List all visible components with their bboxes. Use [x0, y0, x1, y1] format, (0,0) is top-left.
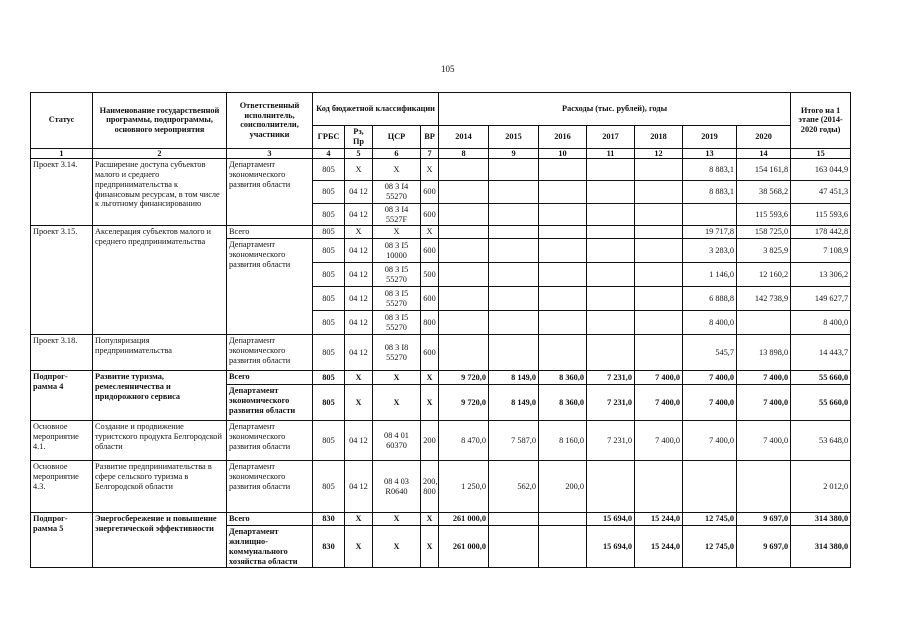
cell-2018: 15 244,0: [635, 526, 683, 568]
cell-2016: 8 360,0: [539, 371, 587, 385]
column-number-cell: 15: [791, 148, 851, 159]
cell-2020: 12 160,2: [737, 263, 791, 287]
cell-rzpr: 04 12: [345, 239, 373, 263]
cell-grbs: 805: [313, 335, 345, 371]
cell-vr: 600: [421, 335, 439, 371]
cell-2018: [635, 263, 683, 287]
header-executor: Ответственный исполнитель, соисполнители, участники: [227, 93, 313, 149]
cell-2015: 562,0: [489, 461, 539, 513]
cell-csr: 08 3 I5 10000: [373, 239, 421, 263]
column-number-cell: 7: [421, 148, 439, 159]
cell-2014: 261 000,0: [439, 513, 489, 526]
table-row: [31, 159, 851, 181]
program-name-cell: Популяризация предпринимательства: [93, 335, 227, 371]
table-row: [31, 461, 851, 513]
cell-2020: 154 161,8: [737, 159, 791, 181]
cell-2019: 19 717,8: [683, 226, 737, 239]
cell-vr: 600: [421, 181, 439, 204]
executor-cell: Департамент экономического развития области: [227, 385, 313, 421]
cell-csr: X: [373, 385, 421, 421]
cell-rzpr: 04 12: [345, 263, 373, 287]
cell-2019: 3 283,0: [683, 239, 737, 263]
column-number-cell: 1: [31, 148, 93, 159]
header-budget-code: Код бюджетной классификации: [313, 93, 439, 126]
cell-2019: 12 745,0: [683, 526, 737, 568]
cell-2016: [539, 263, 587, 287]
header-csr: ЦСР: [373, 126, 421, 149]
cell-csr: 08 4 03 R0640: [373, 461, 421, 513]
status-cell: Подпрог-рамма 5: [31, 513, 93, 568]
cell-2018: [635, 239, 683, 263]
executor-cell: Департамент экономического развития области: [227, 159, 313, 226]
cell-rzpr: X: [345, 226, 373, 239]
cell-total: 47 451,3: [791, 181, 851, 204]
cell-2017: [587, 181, 635, 204]
cell-csr: X: [373, 159, 421, 181]
executor-cell: Департамент экономического развития области: [227, 461, 313, 513]
cell-rzpr: 04 12: [345, 203, 373, 226]
cell-grbs: 805: [313, 421, 345, 461]
cell-2016: [539, 203, 587, 226]
cell-2020: [737, 461, 791, 513]
header-program-name: Наименование государственной программы, подпрограммы, основного мероприятия: [93, 93, 227, 149]
header-vr: ВР: [421, 126, 439, 149]
cell-grbs: 805: [313, 263, 345, 287]
column-number-cell: 6: [373, 148, 421, 159]
cell-2017: [587, 263, 635, 287]
table-row: [31, 513, 851, 526]
status-cell: Основное мероприятие 4.1.: [31, 421, 93, 461]
executor-cell: Департамент экономического развития области: [227, 239, 313, 335]
cell-2017: [587, 226, 635, 239]
cell-2014: 261 000,0: [439, 526, 489, 568]
table-body: [31, 148, 851, 568]
cell-2014: [439, 335, 489, 371]
cell-2019: 8 883,1: [683, 159, 737, 181]
cell-total: 13 306,2: [791, 263, 851, 287]
header-year-2019: 2019: [683, 126, 737, 149]
program-name-cell: Развитие предпринимательства в сфере сельского туризма в Белгородской области: [93, 461, 227, 513]
cell-2016: 8 160,0: [539, 421, 587, 461]
cell-vr: 600: [421, 203, 439, 226]
cell-2020: 38 568,2: [737, 181, 791, 204]
cell-grbs: 805: [313, 371, 345, 385]
cell-2015: [489, 203, 539, 226]
cell-2016: [539, 181, 587, 204]
cell-total: 149 627,7: [791, 287, 851, 311]
cell-grbs: 830: [313, 526, 345, 568]
column-number-cell: 5: [345, 148, 373, 159]
header-year-2014: 2014: [439, 126, 489, 149]
column-number-cell: 4: [313, 148, 345, 159]
column-number-cell: 9: [489, 148, 539, 159]
cell-2020: [737, 311, 791, 335]
cell-csr: 08 3 I4 5527F: [373, 203, 421, 226]
cell-2018: 7 400,0: [635, 371, 683, 385]
header-rzpr: Рз, Пр: [345, 126, 373, 149]
cell-grbs: 805: [313, 461, 345, 513]
cell-2014: 1 250,0: [439, 461, 489, 513]
cell-rzpr: X: [345, 526, 373, 568]
cell-rzpr: 04 12: [345, 181, 373, 204]
cell-2014: [439, 159, 489, 181]
cell-2017: [587, 287, 635, 311]
column-number-cell: 13: [683, 148, 737, 159]
cell-grbs: 805: [313, 203, 345, 226]
cell-vr: 600: [421, 239, 439, 263]
cell-2017: 7 231,0: [587, 385, 635, 421]
cell-2018: [635, 203, 683, 226]
cell-total: 7 108,9: [791, 239, 851, 263]
cell-2020: 115 593,6: [737, 203, 791, 226]
executor-cell: Департамент экономического развития области: [227, 335, 313, 371]
executor-cell: Департамент экономического развития области: [227, 421, 313, 461]
table-row: [31, 226, 851, 239]
cell-2014: [439, 311, 489, 335]
cell-2014: [439, 263, 489, 287]
cell-2019: 1 146,0: [683, 263, 737, 287]
cell-2019: 7 400,0: [683, 371, 737, 385]
cell-vr: X: [421, 526, 439, 568]
cell-2019: [683, 203, 737, 226]
cell-2014: [439, 203, 489, 226]
cell-csr: 08 3 I5 55270: [373, 311, 421, 335]
cell-rzpr: X: [345, 159, 373, 181]
cell-2019: 7 400,0: [683, 421, 737, 461]
cell-total: 55 660,0: [791, 371, 851, 385]
cell-grbs: 805: [313, 239, 345, 263]
budget-table: [30, 92, 851, 568]
cell-2018: [635, 287, 683, 311]
cell-2014: [439, 239, 489, 263]
cell-2020: 142 738,9: [737, 287, 791, 311]
cell-2014: [439, 226, 489, 239]
cell-grbs: 805: [313, 159, 345, 181]
cell-grbs: 805: [313, 287, 345, 311]
cell-2016: [539, 239, 587, 263]
column-number-row: [31, 148, 851, 159]
cell-total: 178 442,8: [791, 226, 851, 239]
program-name-cell: Акселерация субъектов малого и среднего предпринимательства: [93, 226, 227, 335]
cell-csr: X: [373, 526, 421, 568]
cell-2017: [587, 159, 635, 181]
table-row: [31, 421, 851, 461]
cell-2014: [439, 287, 489, 311]
cell-2016: [539, 287, 587, 311]
cell-2019: 545,7: [683, 335, 737, 371]
header-year-2018: 2018: [635, 126, 683, 149]
cell-2017: [587, 335, 635, 371]
cell-2016: [539, 513, 587, 526]
cell-rzpr: 04 12: [345, 287, 373, 311]
executor-cell: Всего: [227, 226, 313, 239]
cell-2015: [489, 159, 539, 181]
cell-2014: 8 470,0: [439, 421, 489, 461]
cell-grbs: 805: [313, 226, 345, 239]
executor-cell: Департамент жилищно-коммунального хозяйства области: [227, 526, 313, 568]
cell-2016: [539, 311, 587, 335]
cell-total: 14 443,7: [791, 335, 851, 371]
cell-grbs: 805: [313, 385, 345, 421]
cell-vr: 200, 800: [421, 461, 439, 513]
cell-2015: [489, 181, 539, 204]
cell-2015: [489, 226, 539, 239]
cell-2018: 15 244,0: [635, 513, 683, 526]
cell-total: 2 012,0: [791, 461, 851, 513]
cell-2018: 7 400,0: [635, 385, 683, 421]
cell-2018: [635, 461, 683, 513]
cell-2018: [635, 335, 683, 371]
cell-total: 53 648,0: [791, 421, 851, 461]
cell-2015: [489, 239, 539, 263]
cell-2017: [587, 239, 635, 263]
table-row: [31, 335, 851, 371]
header-year-2016: 2016: [539, 126, 587, 149]
program-name-cell: Развитие туризма, ремесленничества и придорожного сервиса: [93, 371, 227, 421]
cell-2015: 7 587,0: [489, 421, 539, 461]
cell-2020: 7 400,0: [737, 371, 791, 385]
cell-2017: [587, 461, 635, 513]
status-cell: Подпрог-рамма 4: [31, 371, 93, 421]
cell-grbs: 805: [313, 311, 345, 335]
cell-2015: [489, 513, 539, 526]
cell-csr: X: [373, 226, 421, 239]
header-year-2015: 2015: [489, 126, 539, 149]
cell-2020: 158 725,0: [737, 226, 791, 239]
cell-csr: 08 3 I8 55270: [373, 335, 421, 371]
cell-2019: 8 883,1: [683, 181, 737, 204]
cell-csr: 08 4 01 60370: [373, 421, 421, 461]
cell-rzpr: X: [345, 385, 373, 421]
column-number-cell: 3: [227, 148, 313, 159]
cell-2017: [587, 311, 635, 335]
cell-2015: [489, 263, 539, 287]
program-name-cell: Энергосбережение и повышение энергетической эффективности: [93, 513, 227, 568]
cell-2018: [635, 181, 683, 204]
cell-2019: [683, 461, 737, 513]
cell-total: 115 593,6: [791, 203, 851, 226]
executor-cell: Всего: [227, 371, 313, 385]
cell-2019: 12 745,0: [683, 513, 737, 526]
cell-vr: X: [421, 513, 439, 526]
cell-2017: 7 231,0: [587, 421, 635, 461]
column-number-cell: 8: [439, 148, 489, 159]
status-cell: Проект 3.15.: [31, 226, 93, 335]
cell-rzpr: 04 12: [345, 461, 373, 513]
cell-vr: 200: [421, 421, 439, 461]
cell-grbs: 805: [313, 181, 345, 204]
cell-2016: [539, 226, 587, 239]
cell-rzpr: 04 12: [345, 335, 373, 371]
cell-csr: X: [373, 513, 421, 526]
column-number-cell: 11: [587, 148, 635, 159]
column-number-cell: 14: [737, 148, 791, 159]
column-number-cell: 10: [539, 148, 587, 159]
cell-2017: [587, 203, 635, 226]
cell-2019: 6 888,8: [683, 287, 737, 311]
cell-vr: 500: [421, 263, 439, 287]
cell-2016: [539, 159, 587, 181]
cell-2015: 8 149,0: [489, 371, 539, 385]
cell-rzpr: X: [345, 371, 373, 385]
cell-2015: 8 149,0: [489, 385, 539, 421]
cell-2018: [635, 311, 683, 335]
cell-2020: 7 400,0: [737, 385, 791, 421]
cell-total: 55 660,0: [791, 385, 851, 421]
cell-2015: [489, 311, 539, 335]
cell-2014: [439, 181, 489, 204]
cell-2015: [489, 287, 539, 311]
cell-2016: [539, 526, 587, 568]
cell-vr: 600: [421, 287, 439, 311]
cell-2020: 13 898,0: [737, 335, 791, 371]
cell-csr: 08 3 I5 55270: [373, 287, 421, 311]
header-total: Итого на 1 этапе (2014-2020 годы): [791, 93, 851, 149]
program-name-cell: Расширение доступа субъектов малого и среднего предпринимательства к финансовым ресурсам, в том числе к льготному финансированию: [93, 159, 227, 226]
cell-csr: 08 3 I4 55270: [373, 181, 421, 204]
status-cell: Проект 3.18.: [31, 335, 93, 371]
cell-2019: 8 400,0: [683, 311, 737, 335]
header-grbs: ГРБС: [313, 126, 345, 149]
cell-2020: 9 697,0: [737, 526, 791, 568]
cell-vr: X: [421, 226, 439, 239]
cell-2020: 7 400,0: [737, 421, 791, 461]
cell-2017: 15 694,0: [587, 513, 635, 526]
cell-2016: 8 360,0: [539, 385, 587, 421]
column-number-cell: 12: [635, 148, 683, 159]
cell-total: 314 380,0: [791, 526, 851, 568]
page-number: 105: [441, 64, 455, 74]
cell-total: 314 380,0: [791, 513, 851, 526]
cell-2014: 9 720,0: [439, 371, 489, 385]
header-year-2020: 2020: [737, 126, 791, 149]
cell-2015: [489, 335, 539, 371]
cell-rzpr: 04 12: [345, 421, 373, 461]
status-cell: Проект 3.14.: [31, 159, 93, 226]
cell-2020: 3 825,9: [737, 239, 791, 263]
column-number-cell: 2: [93, 148, 227, 159]
cell-2014: 9 720,0: [439, 385, 489, 421]
header-status: Статус: [31, 93, 93, 149]
cell-rzpr: X: [345, 513, 373, 526]
status-cell: Основное мероприятие 4.3.: [31, 461, 93, 513]
cell-2016: 200,0: [539, 461, 587, 513]
cell-2019: 7 400,0: [683, 385, 737, 421]
cell-2015: [489, 526, 539, 568]
cell-rzpr: 04 12: [345, 311, 373, 335]
header-year-2017: 2017: [587, 126, 635, 149]
cell-vr: 800: [421, 311, 439, 335]
program-name-cell: Создание и продвижение туристского продукта Белгородской области: [93, 421, 227, 461]
cell-2017: 7 231,0: [587, 371, 635, 385]
header-expenses: Расходы (тыс. рублей), годы: [439, 93, 791, 126]
cell-total: 8 400,0: [791, 311, 851, 335]
cell-2016: [539, 335, 587, 371]
cell-2018: [635, 159, 683, 181]
cell-2018: 7 400,0: [635, 421, 683, 461]
cell-2018: [635, 226, 683, 239]
cell-csr: X: [373, 371, 421, 385]
table-row: [31, 371, 851, 385]
cell-vr: X: [421, 159, 439, 181]
cell-2020: 9 697,0: [737, 513, 791, 526]
cell-csr: 08 3 I5 55270: [373, 263, 421, 287]
executor-cell: Всего: [227, 513, 313, 526]
cell-total: 163 044,9: [791, 159, 851, 181]
cell-2017: 15 694,0: [587, 526, 635, 568]
cell-grbs: 830: [313, 513, 345, 526]
cell-vr: X: [421, 385, 439, 421]
cell-vr: X: [421, 371, 439, 385]
